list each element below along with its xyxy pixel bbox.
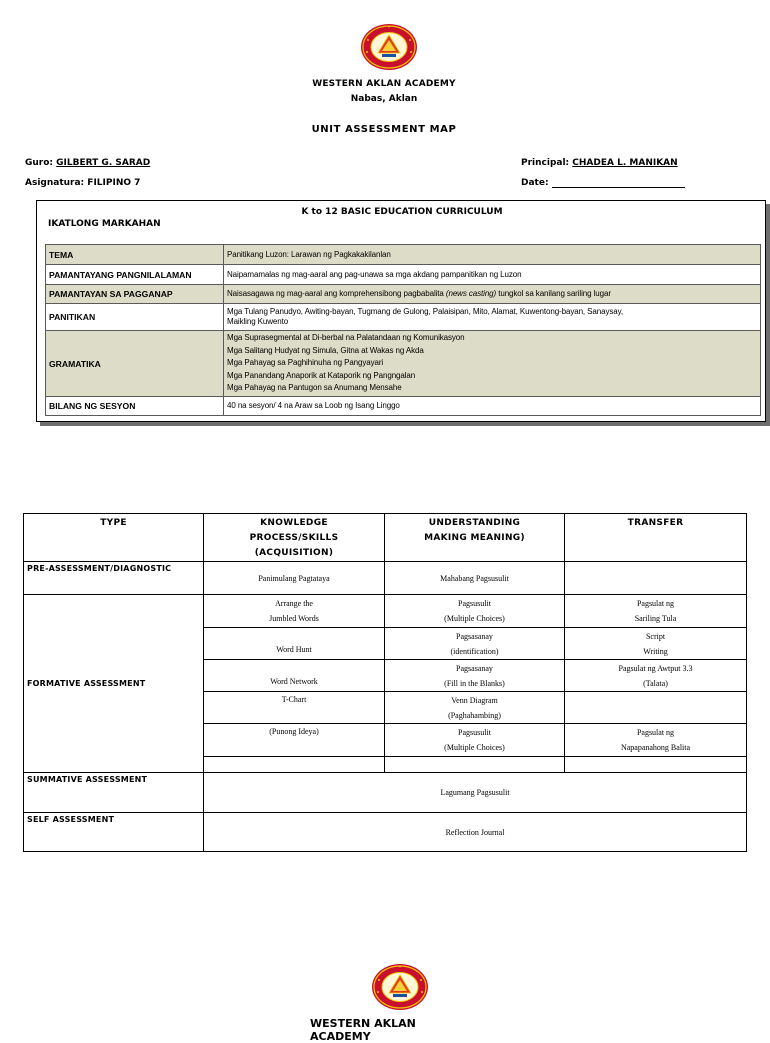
- formative-transfer-cell: [565, 692, 747, 724]
- curriculum-table: [45, 244, 761, 416]
- empty-cell: [204, 757, 385, 773]
- curriculum-row: [46, 331, 761, 397]
- header-understanding: [385, 514, 565, 562]
- cell-line: Pagsulat ng Awtput 3.3: [618, 663, 693, 673]
- formative-transfer-cell: [565, 724, 747, 757]
- pre-understanding-cell: Mahabang Pagsusulit: [385, 562, 565, 595]
- curriculum-key: PAMANTAYAN SA PAGGANAP: [46, 285, 224, 304]
- cell-line: Napapanahong Balita: [620, 743, 691, 752]
- header-understanding-line: MAKING MEANING): [424, 533, 525, 543]
- cell-line: (Multiple Choices): [444, 743, 505, 752]
- school-name-footer: WESTERN AKLAN ACADEMY: [310, 1017, 416, 1043]
- curriculum-line: Maikling Kuwento: [227, 317, 289, 326]
- curriculum-key: PAMANTAYANG PANGNILALAMAN: [46, 265, 224, 285]
- school-seal-logo: [359, 22, 419, 72]
- subject-value: FILIPINO 7: [87, 178, 141, 188]
- table-row: [24, 813, 747, 852]
- cell-line: Pagsasanay: [456, 631, 493, 641]
- formative-knowledge-cell: [204, 595, 385, 628]
- cell-line: Venn Diagram: [451, 695, 498, 705]
- principal-value: CHADEA L. MANIKAN: [572, 158, 678, 168]
- empty-cell: [565, 757, 747, 773]
- formative-transfer-cell: [565, 660, 747, 692]
- header-knowledge-line: (ACQUISITION): [254, 548, 334, 558]
- formative-transfer-cell: [565, 595, 747, 628]
- header-type: TYPE: [24, 514, 204, 562]
- curriculum-value: 40 na sesyon/ 4 na Araw sa Loob ng Isang Linggo: [224, 397, 761, 416]
- formative-knowledge-cell: T-Chart: [204, 692, 385, 724]
- formative-understanding-cell: [385, 660, 565, 692]
- teacher-label: Guro:: [25, 158, 54, 168]
- curriculum-value-italic: (news casting): [445, 289, 497, 298]
- school-name: WESTERN AKLAN ACADEMY: [312, 79, 456, 89]
- curriculum-line: Mga Suprasegmental at Di-berbal na Palatandaan ng Komunikasyon: [227, 333, 465, 343]
- curriculum-line: Mga Tulang Panudyo, Awiting-bayan, Tugmang de Gulong, Palaisipan, Mito, Alamat, Kuwentong-bayan, Sanaysay,: [227, 307, 624, 316]
- formative-knowledge-cell: (Punong Ideya): [204, 724, 385, 757]
- table-row: [24, 562, 747, 595]
- curriculum-key: BILANG NG SESYON: [46, 397, 224, 416]
- cell-line: Writing: [643, 646, 668, 656]
- formative-knowledge-cell: Word Network: [204, 660, 385, 692]
- summative-value-cell: Lagumang Pagsusulit: [204, 773, 747, 813]
- principal-field: [521, 158, 678, 168]
- date-blank-line: [552, 179, 685, 188]
- pre-knowledge-cell: Panimulang Pagtataya: [204, 562, 385, 595]
- header-knowledge-line: KNOWLEDGE: [260, 518, 328, 528]
- pre-transfer-cell: [565, 562, 747, 595]
- curriculum-value: [224, 285, 761, 304]
- pre-assessment-label: PRE-ASSESSMENT/DIAGNOSTIC: [24, 562, 204, 595]
- date-field: [521, 178, 685, 188]
- summative-assessment-label: SUMMATIVE ASSESSMENT: [24, 773, 204, 813]
- teacher-value: GILBERT G. SARAD: [56, 158, 151, 168]
- curriculum-row: [46, 285, 761, 304]
- curriculum-key: PANITIKAN: [46, 304, 224, 331]
- curriculum-row: [46, 397, 761, 416]
- formative-transfer-cell: [565, 628, 747, 660]
- curriculum-key: GRAMATIKA: [46, 331, 224, 397]
- table-row: [24, 595, 747, 628]
- formative-understanding-cell: [385, 595, 565, 628]
- curriculum-box: [36, 200, 766, 422]
- curriculum-heading: K to 12 BASIC EDUCATION CURRICULUM: [301, 207, 503, 217]
- formative-understanding-cell: [385, 724, 565, 757]
- curriculum-value: [224, 304, 761, 331]
- header-transfer: TRANSFER: [565, 514, 747, 562]
- curriculum-row: [46, 245, 761, 265]
- cell-line: Pagsusulit: [458, 728, 491, 737]
- subject-label: Asignatura:: [25, 178, 85, 188]
- date-label: Date:: [521, 178, 549, 188]
- curriculum-value-text: Naisasagawa ng mag-aaral ang komprehensibong pagbabalita: [227, 289, 446, 298]
- subject-field: [25, 178, 140, 188]
- cell-line: (Talata): [643, 678, 668, 688]
- assessment-table: [23, 513, 747, 852]
- teacher-field: [25, 158, 150, 168]
- empty-cell: [385, 757, 565, 773]
- school-location: Nabas, Aklan: [350, 94, 418, 104]
- document-title: UNIT ASSESSMENT MAP: [311, 124, 457, 135]
- cell-line: Pagsulat ng: [636, 728, 675, 737]
- header-knowledge-line: PROCESS/SKILLS: [249, 533, 339, 543]
- curriculum-row: [46, 265, 761, 285]
- cell-line: (identification): [450, 646, 499, 656]
- curriculum-line: Mga Panandang Anaporik at Kataporik ng Pangngalan: [227, 370, 416, 380]
- cell-line: Script: [645, 631, 666, 641]
- school-seal-logo: [370, 962, 430, 1012]
- curriculum-value: [224, 331, 761, 397]
- header-knowledge: [204, 514, 385, 562]
- self-assessment-label: SELF ASSESSMENT: [24, 813, 204, 852]
- curriculum-row: [46, 304, 761, 331]
- formative-knowledge-cell: Word Hunt: [204, 628, 385, 660]
- curriculum-line: Mga Pahayag na Pantugon sa Anumang Mensahe: [227, 383, 402, 393]
- assessment-header-row: [24, 514, 747, 562]
- curriculum-line: Mga Pahayag sa Paghihinuha ng Pangyayari: [227, 358, 384, 368]
- cell-line: Pagsusulit: [458, 599, 491, 608]
- cell-line: Pagsasanay: [456, 663, 493, 673]
- header-understanding-line: UNDERSTANDING: [428, 518, 521, 528]
- cell-line: Sariling Tula: [634, 614, 677, 623]
- cell-line: Jumbled Words: [269, 614, 319, 623]
- cell-line: (Fill in the Blanks): [444, 678, 505, 688]
- cell-line: Arrange the: [275, 599, 313, 608]
- table-row: [24, 773, 747, 813]
- principal-label: Principal:: [521, 158, 570, 168]
- curriculum-value: Panitikang Luzon: Larawan ng Pagkakakilanlan: [224, 245, 761, 265]
- formative-understanding-cell: [385, 692, 565, 724]
- curriculum-line: Mga Salitang Hudyat ng Simula, Gitna at Wakas ng Akda: [227, 345, 424, 355]
- quarter-label: IKATLONG MARKAHAN: [48, 219, 161, 229]
- formative-assessment-label: FORMATIVE ASSESSMENT: [24, 595, 204, 773]
- cell-line: Pagsulat ng: [636, 599, 675, 608]
- cell-line: (Paghahambing): [448, 710, 501, 720]
- self-value-cell: Reflection Journal: [204, 813, 747, 852]
- curriculum-key: TEMA: [46, 245, 224, 265]
- cell-line: (Multiple Choices): [444, 614, 505, 623]
- curriculum-value: Naipamamalas ng mag-aaral ang pag-unawa sa mga akdang pampanitikan ng Luzon: [224, 265, 761, 285]
- curriculum-value-text: tungkol sa kanilang sariling lugar: [496, 289, 611, 298]
- formative-understanding-cell: [385, 628, 565, 660]
